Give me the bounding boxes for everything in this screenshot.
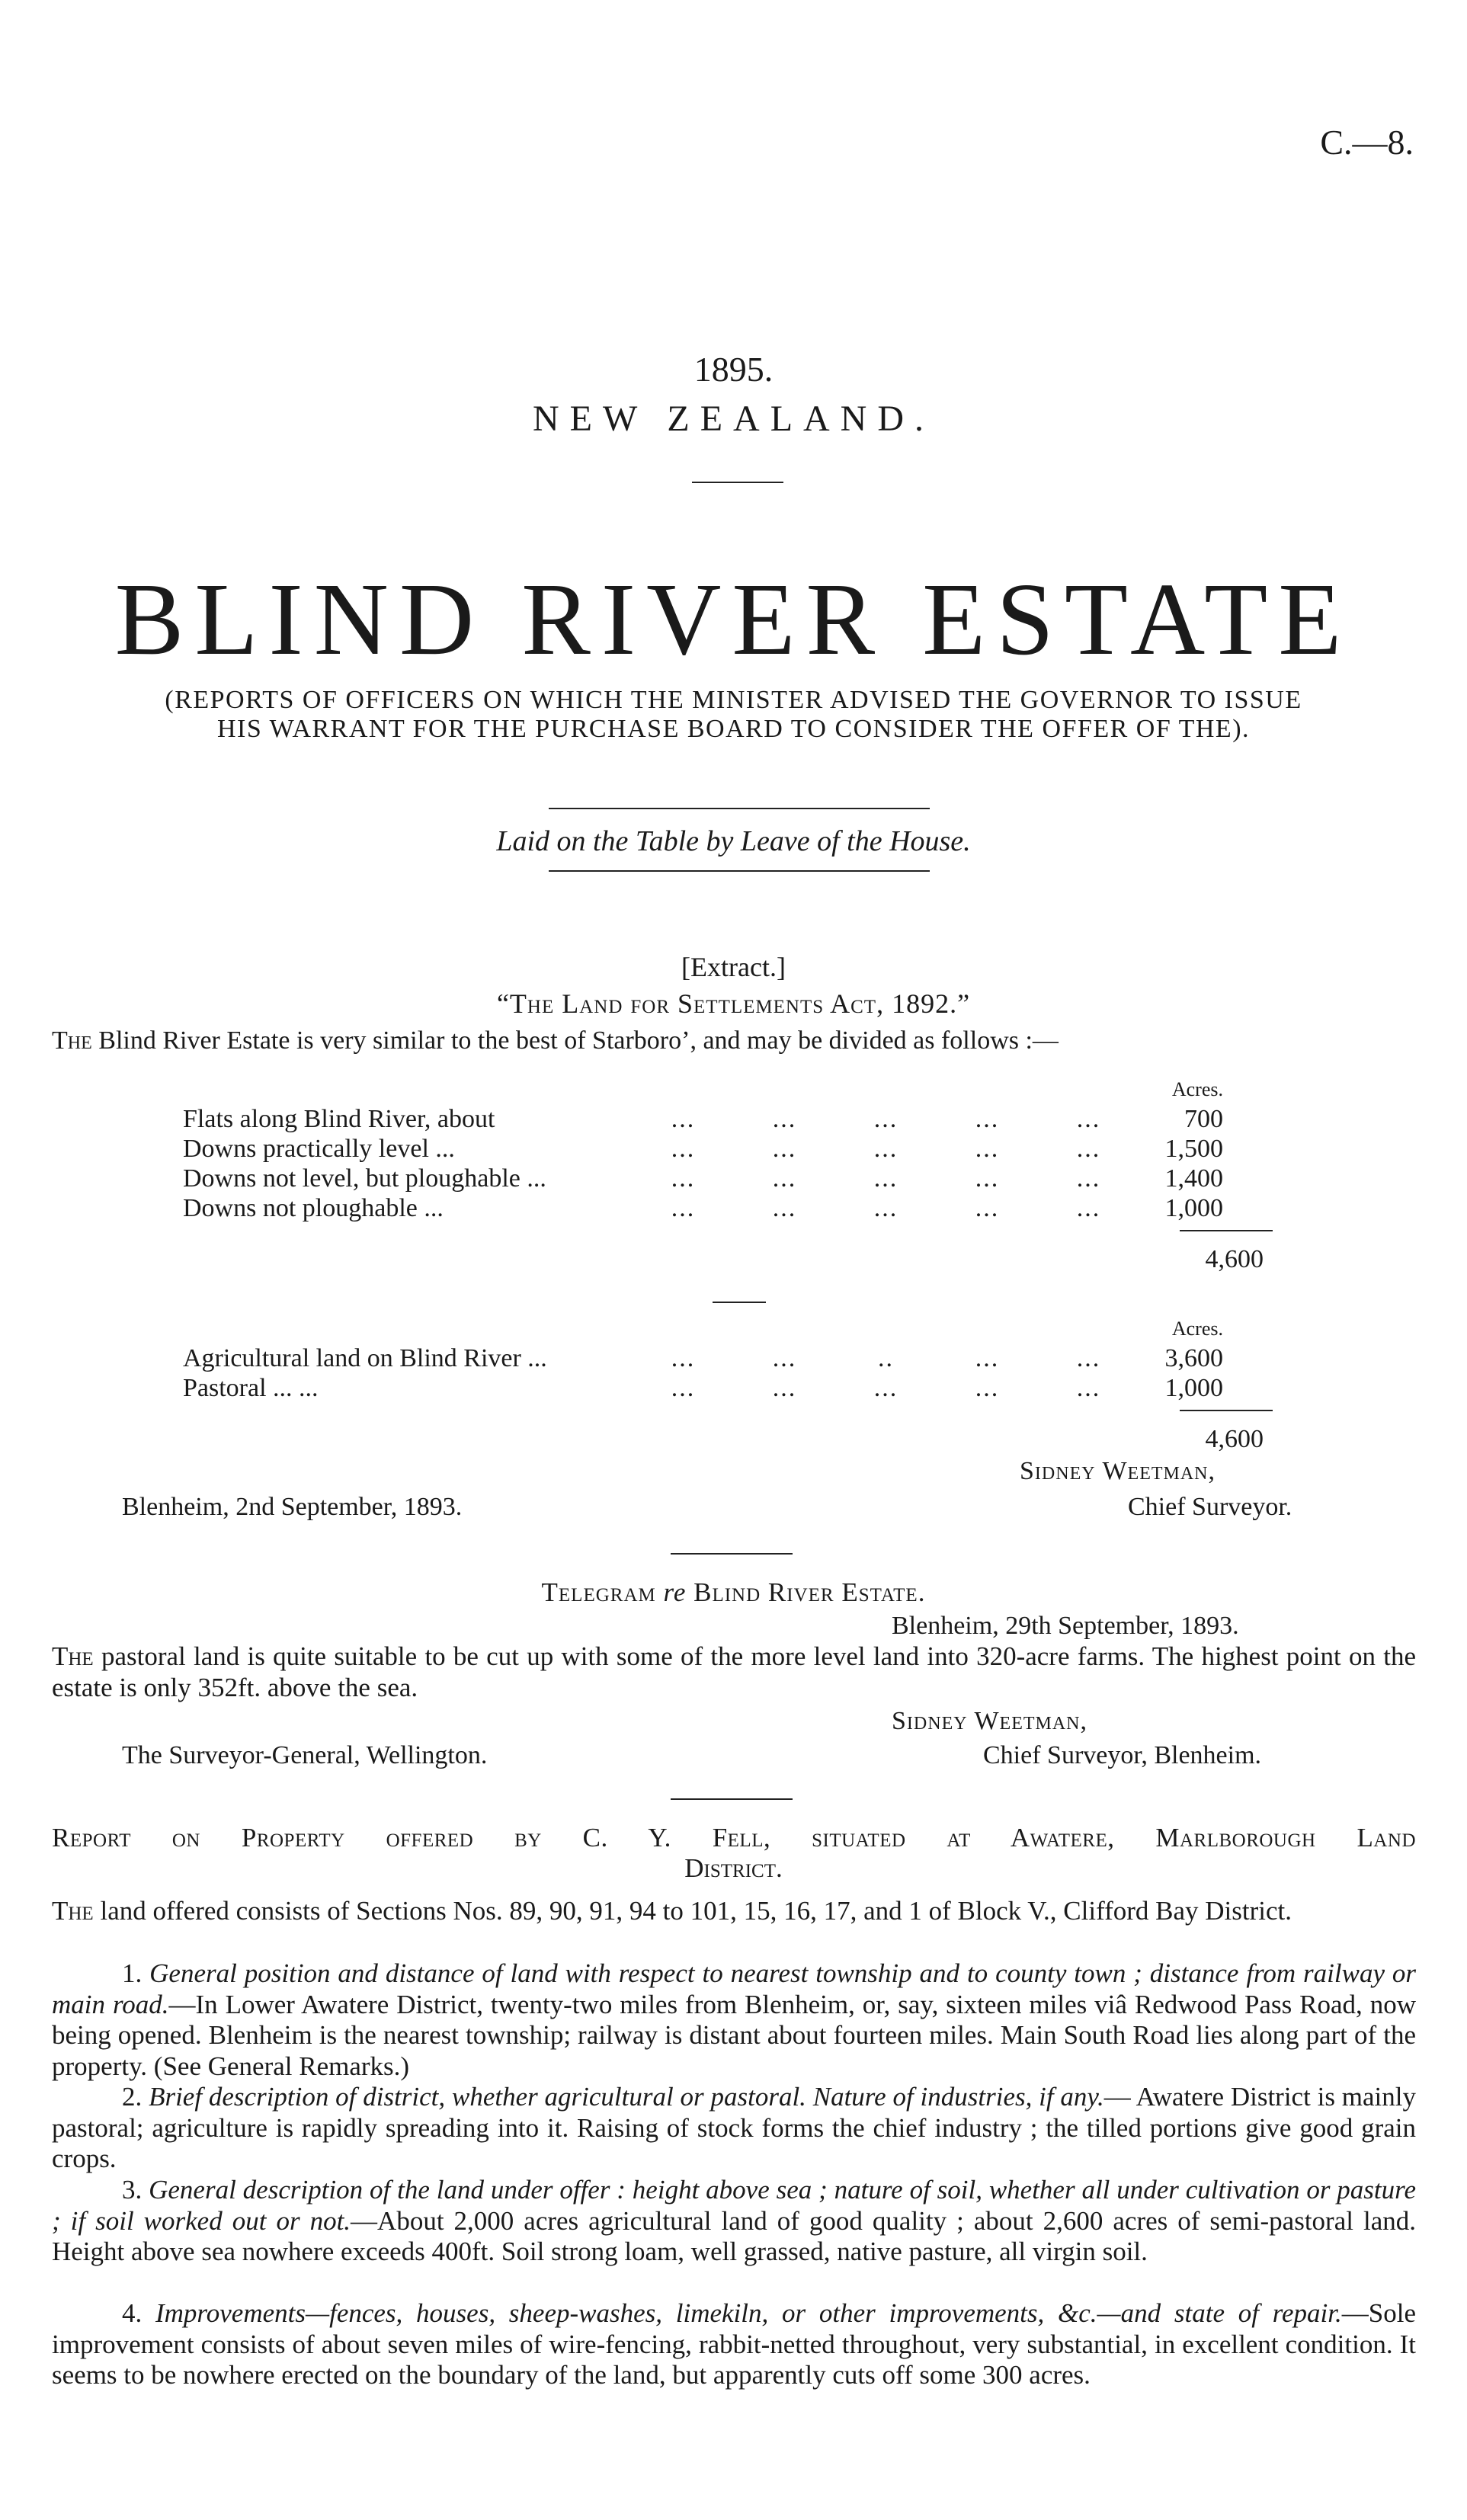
report-item (52, 2175, 1416, 2268)
row-value: 1,000 (1164, 1194, 1223, 1222)
row-label: Flats along Blind River, about (183, 1105, 495, 1133)
section-divider-small (713, 1302, 766, 1303)
report-item (52, 2082, 1416, 2175)
row-value: 3,600 (1164, 1344, 1223, 1372)
extract-intro (52, 1026, 1424, 1056)
row-label: Downs practically level ... (183, 1135, 455, 1163)
item-number: 2. (122, 2082, 143, 2112)
row-value: 1,500 (1164, 1135, 1223, 1163)
telegram-heading (0, 1577, 1467, 1608)
row-value: 700 (1184, 1105, 1223, 1133)
telegram-signatory-title: Chief Surveyor, Blenheim. (983, 1741, 1262, 1769)
telegram-signatory: Sidney Weetman, (892, 1707, 1088, 1735)
sum-rule-2 (1180, 1410, 1273, 1411)
item-question: Brief description of district, whether agricultural or pastoral. Nature of industries, if any. (149, 2082, 1104, 2112)
item-number: 3. (122, 2175, 143, 2205)
telegram-body (52, 1641, 1416, 1703)
report-item (52, 1958, 1416, 2082)
item-answer: —About 2,000 acres agricultural land of good quality ; about 2,600 acres of semi-pastoral land. Height above sea nowhere exceeds 400ft. Soil strong loam, well grassed, native pasture, all virgin soil. (52, 2205, 1416, 2266)
row-label: Downs not level, but ploughable ... (183, 1164, 546, 1193)
table-row: Downs not level, but ploughable ... ... ... ... ... ... 1,400 (183, 1164, 1223, 1193)
row-value: 1,400 (1164, 1164, 1223, 1193)
section-divider (671, 1553, 793, 1555)
intro-lead-word: The (52, 1026, 92, 1055)
report-heading-line-1: Report on Property offered by C. Y. Fell, situated at Awatere, Marlborough Land (52, 1823, 1416, 1852)
sum-rule-1 (1180, 1230, 1273, 1231)
acreage-table-2 (183, 1314, 1223, 1403)
laid-rule-bottom (549, 870, 930, 872)
item-question: Improvements—fences, houses, sheep-washes, limekiln, or other improvements, &c.—and state of repair. (155, 2298, 1342, 2328)
item-question: General description of the land under offer : height above sea ; nature of soil, whether all under cultivation or pasture ; if soil worked out or not. (52, 2175, 1417, 2236)
laid-on-table: Laid on the Table by Leave of the House. (496, 825, 971, 857)
row-label: Downs not ploughable ... (183, 1194, 444, 1222)
acres-unit-label: Acres. (1171, 1318, 1223, 1340)
document-reference: C.—8. (1320, 123, 1414, 162)
row-label: Agricultural land on Blind River ... (183, 1344, 547, 1372)
document-title: BLIND RIVER ESTATE (114, 562, 1353, 677)
extract-signatory-title: Chief Surveyor. (1128, 1493, 1292, 1521)
item-number: 4. (122, 2298, 143, 2328)
year: 1895. (693, 350, 774, 389)
telegram-heading-b: Blind River Estate. (693, 1577, 926, 1607)
report-item (52, 2298, 1416, 2391)
item-answer: — Awatere District is mainly pastoral; agriculture is rapidly spreading into it. Raising of stock forms the chief industry ; the tilled portions give good grain crops. (52, 2082, 1417, 2173)
subtitle-line-2: HIS WARRANT FOR THE PURCHASE BOARD TO CONSIDER THE OFFER OF THE). (216, 715, 1251, 743)
telegram-addressee: The Surveyor-General, Wellington. (122, 1741, 488, 1769)
acreage-table-1 (183, 1074, 1223, 1223)
item-answer: —In Lower Awatere District, twenty-two miles from Blenheim, or, say, sixteen miles viâ Redwood Pass Road, now being opened. Blenheim is the nearest township; railway is distant about fourteen miles. Main South Road lies along part of the property. (See General Remarks.) (52, 1989, 1416, 2081)
table-row: Flats along Blind River, about ... ... ... ... ... 700 (183, 1105, 1223, 1133)
extract-place-date: Blenheim, 2nd September, 1893. (122, 1493, 463, 1521)
subtitle-line-1: (REPORTS OF OFFICERS ON WHICH THE MINISTER ADVISED THE GOVERNOR TO ISSUE (165, 686, 1302, 714)
country: NEW ZEALAND. (532, 399, 935, 439)
extract-label: [Extract.] (681, 952, 786, 982)
extract-signatory: Sidney Weetman, (1020, 1457, 1216, 1485)
table-row: Downs not ploughable ... ... ... ... ... ... 1,000 (183, 1194, 1223, 1222)
section-divider (671, 1798, 793, 1800)
laid-rule-top (549, 808, 930, 809)
report-lead-word: The (52, 1896, 94, 1926)
item-number: 1. (122, 1958, 143, 1988)
intro-text: Blind River Estate is very similar to the best of Starboro’, and may be divided as follows :— (91, 1026, 1059, 1055)
act-title: “The Land for Settlements Act, 1892.” (496, 988, 971, 1019)
acres-unit-label: Acres. (1171, 1078, 1223, 1100)
report-intro-text: land offered consists of Sections Nos. 89, 90, 91, 94 to 101, 15, 16, 17, and 1 of Block V., Clifford Bay District. (93, 1896, 1292, 1926)
table-row: Agricultural land on Blind River ... ... ... .. ... ... 3,600 (183, 1344, 1223, 1372)
item-answer: —Sole improvement consists of about seven miles of wire-fencing, rabbit-netted throughout, very substantial, in excellent condition. It seems to be nowhere erected on the boundary of the land, but apparently cuts off some 300 acres. (52, 2298, 1417, 2390)
telegram-lead-word: The (52, 1641, 94, 1671)
table-row: Downs practically level ... ... ... ... ... ... 1,500 (183, 1135, 1223, 1163)
row-value: 1,000 (1164, 1374, 1223, 1402)
table-1-total: 4,600 (1205, 1245, 1264, 1273)
row-label: Pastoral ... ... (183, 1374, 319, 1402)
item-question: General position and distance of land with respect to nearest township and to county town ; distance from railway or main road. (52, 1958, 1417, 2019)
telegram-text: pastoral land is quite suitable to be cut up with some of the more level land into 320-acre farms. The highest point on the estate is only 352ft. above the sea. (52, 1641, 1416, 1702)
title-divider-short (692, 482, 783, 483)
report-intro (52, 1896, 1416, 1927)
telegram-heading-a: Telegram (541, 1577, 656, 1607)
table-2-total: 4,600 (1205, 1425, 1264, 1453)
report-heading-line-2: District. (684, 1853, 783, 1883)
telegram-date: Blenheim, 29th September, 1893. (892, 1612, 1239, 1640)
table-row: Pastoral ... ... ... ... ... ... ... 1,000 (183, 1374, 1223, 1402)
telegram-heading-re: re (663, 1577, 687, 1607)
